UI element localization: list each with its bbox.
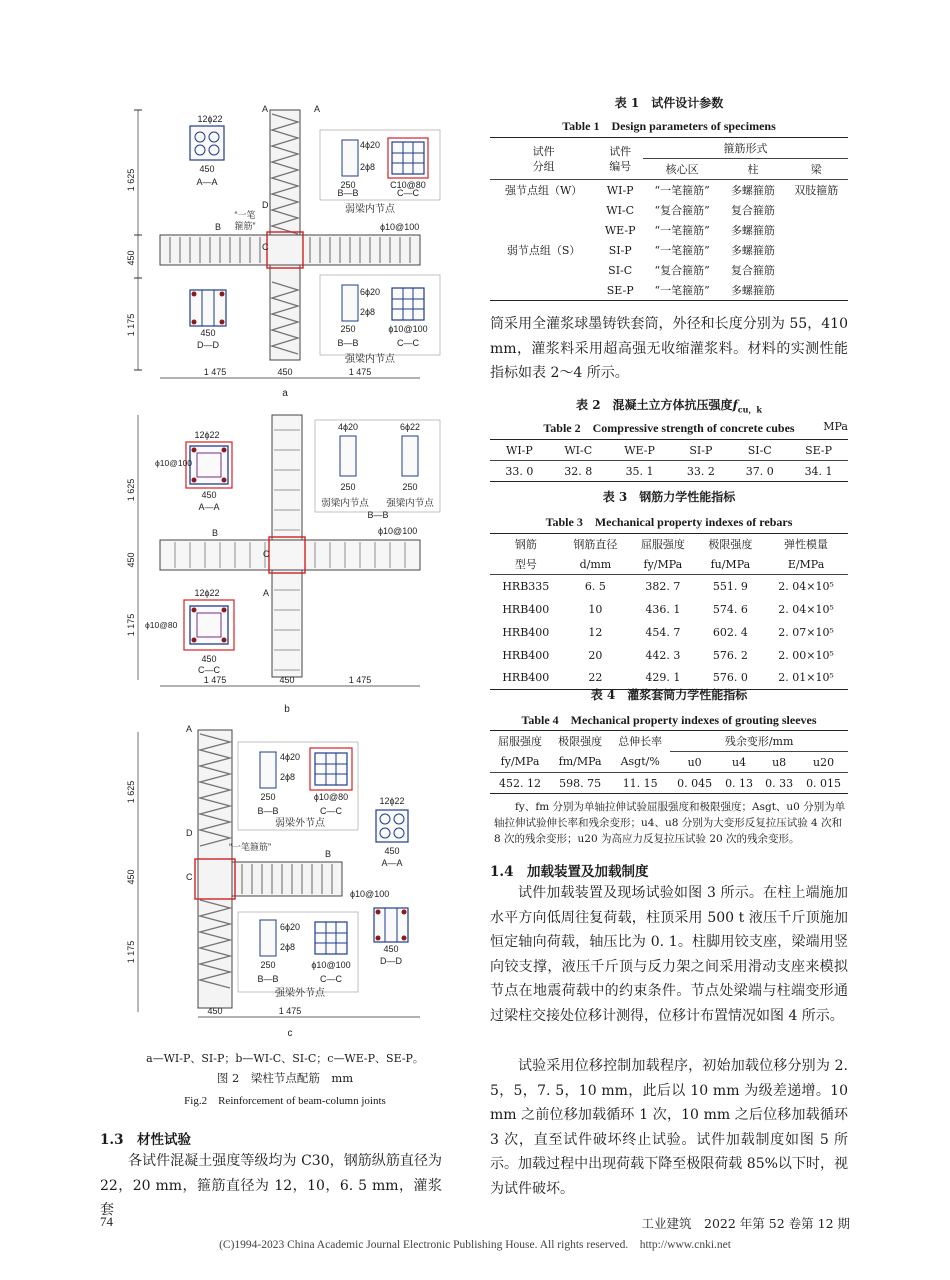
top-group	[337, 138, 428, 215]
dim-left-1: 1 625	[126, 168, 136, 192]
t2-v: 33. 0	[505, 464, 534, 478]
copyright-line: (C)1994-2023 China Academic Journal Electronic Publishing House. All rights reserved. http://www.cnki.net	[219, 1239, 731, 1251]
svg-text:6ϕ20: 6ϕ20	[280, 922, 301, 932]
t1-h-core: 核心区	[643, 159, 721, 180]
t3-cell: 382. 7	[645, 579, 681, 593]
svg-text:C10@80: C10@80	[390, 180, 426, 190]
t2-h: WI-C	[564, 443, 593, 457]
t3-h: 极限强度	[708, 538, 753, 551]
svg-text:强梁内节点: 强梁内节点	[386, 498, 434, 509]
svg-text:C—C: C—C	[397, 338, 419, 348]
letter-Cb: C	[263, 549, 270, 559]
letter-C: C	[262, 242, 269, 252]
svg-text:B—B: B—B	[367, 510, 389, 520]
table-2-sub: cu，k	[737, 404, 762, 415]
figure-c	[120, 722, 450, 1042]
dim-b2: 450	[277, 367, 293, 377]
t2-h: WE-P	[624, 443, 655, 457]
beam-stir-label: ϕ10@100	[380, 222, 420, 232]
table-2-sym: f	[732, 398, 738, 412]
svg-text:250: 250	[402, 482, 418, 492]
section-1-4-para-1: 试件加载装置及现场试验如图 3 所示。在柱上端施加水平方向低周往复荷载，柱顶采用 500 t 液压千斤顶施加恒定轴向荷载，轴压比为 0. 1。柱脚用铰支座，梁端用竖向铰支撑，液压千斤顶与反力架之间采用滑动支座来模拟节点在地震荷载中的约束条件。节点处梁端与柱端变形通过梁柱交接处位移计测得，位移计布置情况如图 4 所示。	[490, 885, 848, 1024]
t2-h: SI-P	[689, 443, 713, 457]
t3-cell: HRB400	[502, 602, 550, 616]
figure-caption-cn: 图 2 梁柱节点配筋 mm	[216, 1071, 354, 1085]
svg-text:D—D: D—D	[380, 956, 402, 966]
figure-legend: a—WI-P、SI-P；b—WI-C、SI-C；c—WE-P、SE-P。	[146, 1052, 424, 1065]
section-1-3-para-cont: 筒采用全灌浆球墨铸铁套筒，外径和长度分别为 55，410 mm，灌浆料采用超高强无收缩灌浆料。材料的实测性能指标如表 2～4 所示。	[490, 316, 848, 381]
svg-text:2ϕ8: 2ϕ8	[280, 772, 296, 782]
t2-h: SE-P	[805, 443, 832, 457]
t1-cell: 复合箍筋	[730, 204, 775, 217]
table-4-title-cn: 表 4 灌浆套筒力学性能指标	[590, 688, 748, 702]
t1-cell: 双肢箍筋	[794, 184, 839, 197]
t3-cell: HRB335	[502, 579, 550, 593]
t3-h: 钢筋直径	[573, 538, 618, 551]
t3-h: 弹性模量	[784, 538, 829, 551]
svg-text:C—C: C—C	[198, 665, 220, 675]
t1-cell: 多螺箍筋	[730, 244, 775, 257]
t1-cell: WE-P	[604, 223, 636, 237]
t2-v: 33. 2	[686, 464, 715, 478]
dim-b1: 1 475	[203, 367, 227, 377]
t3-cell: 6. 5	[584, 579, 606, 593]
fig-label-c: c	[287, 1028, 293, 1039]
section-aa-b	[155, 430, 232, 512]
t2-v: 35. 1	[625, 464, 654, 478]
svg-text:弱梁内节点: 弱梁内节点	[345, 204, 395, 215]
t3-cell: 22	[588, 671, 603, 685]
t4-h2: u0	[687, 755, 702, 769]
svg-text:C—C: C—C	[320, 974, 342, 984]
svg-text:B—B: B—B	[257, 974, 279, 984]
t1-h-form: 箍筋形式	[643, 138, 848, 159]
svg-text:450: 450	[384, 846, 400, 856]
figure-b	[120, 410, 450, 720]
section-cc-b	[145, 588, 234, 675]
svg-text:强梁外节点: 强梁外节点	[275, 988, 325, 999]
section-1-4-para-2: 试验采用位移控制加载程序，初始加载位移分别为 2. 5，5，7. 5，10 mm，此后以 10 mm 为级差递增。10 mm 之前位移加载循环 1 次，10 mm 之后位移加载循环 3 次，直至试件破坏终止试验。试件加载制度如图 5 所示。加载过程中出现荷载下降至极限荷载 85%以下时，视为试件破坏。	[490, 1058, 848, 1197]
core-label-2: 箍筋”	[234, 221, 256, 231]
svg-text:C—C: C—C	[320, 806, 342, 816]
t3-h: 屈服强度	[640, 538, 685, 551]
t3-cell: 574. 6	[712, 602, 748, 616]
dim-left-3: 1 175	[126, 313, 136, 337]
svg-text:450: 450	[199, 164, 215, 174]
t3-cell: 429. 1	[645, 671, 681, 685]
t4-cell: 0. 045	[677, 776, 713, 790]
t1-cell: 多螺箍筋	[730, 224, 775, 237]
svg-text:B—B: B—B	[337, 338, 359, 348]
figure-b-drawing	[120, 410, 450, 720]
t1-cell: WI-C	[606, 203, 635, 217]
t3-cell: 2. 04×10⁵	[778, 602, 834, 616]
fig-label-a: a	[282, 388, 288, 399]
svg-text:ϕ10@100: ϕ10@100	[155, 458, 193, 468]
t1-cell: 复合箍筋	[730, 264, 775, 277]
t2-v: 34. 1	[804, 464, 833, 478]
svg-text:2ϕ8: 2ϕ8	[360, 307, 376, 317]
dim-left-3c: 1 175	[126, 940, 136, 964]
svg-text:D—D: D—D	[197, 340, 219, 350]
t3-cell: 602. 4	[712, 625, 748, 639]
bottom-group	[337, 285, 427, 365]
fig-label-b: b	[284, 704, 290, 715]
table-1-grid	[490, 137, 848, 301]
t3-cell: HRB400	[502, 625, 550, 639]
dim-left-1b: 1 625	[126, 478, 136, 502]
table-2-title-cn: 表 2 混凝土立方体抗压强度	[576, 398, 733, 412]
figure-a	[120, 100, 450, 400]
svg-text:C—C: C—C	[397, 188, 419, 198]
letter-Bb: B	[212, 528, 219, 538]
t1-cell: SI-C	[608, 263, 633, 277]
svg-text:250: 250	[340, 482, 356, 492]
svg-text:12ϕ22: 12ϕ22	[194, 588, 220, 598]
section-aa-c	[376, 796, 408, 868]
table-2-grid	[490, 439, 848, 482]
table-4-note: fy、fm 分别为单轴拉伸试验屈服强度和极限强度；Asgt、u0 分别为单轴拉伸试验伸长率和残余变形；u4、u8 分别为大变形反复拉压试验 4 次和 8 次的残余变形；u20 为高应力反复拉压试验 20 次的残余变形。	[494, 801, 846, 845]
t1-h-col: 柱	[721, 159, 784, 180]
section-dd	[190, 290, 226, 350]
t4-h2: u8	[772, 755, 787, 769]
letter-Bc: B	[325, 849, 332, 859]
t3-h: 型号	[514, 558, 537, 571]
section-aa	[190, 114, 224, 187]
table-1-title-en: Table 1 Design parameters of specimens	[562, 119, 776, 133]
table-2-title-en: Table 2 Compressive strength of concrete cubes	[543, 421, 795, 436]
figure-caption-en: Fig.2 Reinforcement of beam-column joints	[184, 1095, 386, 1107]
t4-h2: u20	[813, 755, 835, 769]
t1-cell: “一笔箍筋”	[654, 224, 710, 237]
table-3-grid	[490, 533, 848, 690]
dim-left-1c: 1 625	[126, 780, 136, 804]
t3-cell: 442. 3	[645, 648, 681, 662]
t4-h: 极限强度	[558, 735, 603, 749]
svg-text:A—A: A—A	[381, 858, 403, 868]
svg-text:A—A: A—A	[198, 502, 220, 512]
table-2-unit: MPa	[823, 420, 848, 434]
table-3-title-en: Table 3 Mechanical property indexes of rebars	[545, 515, 793, 529]
section-dd-c	[374, 908, 408, 966]
table-4-title-en: Table 4 Mechanical property indexes of grouting sleeves	[521, 713, 817, 727]
t1-group: 强节点组（W）	[505, 184, 583, 197]
journal-info: 工业建筑 2022 年第 52 卷第 12 期	[641, 1216, 850, 1231]
svg-text:4ϕ20: 4ϕ20	[337, 422, 359, 432]
svg-text:2ϕ8: 2ϕ8	[280, 942, 296, 952]
svg-text:12ϕ22: 12ϕ22	[197, 114, 223, 124]
dim-b1b: 1 475	[203, 675, 227, 685]
t1-group: 弱节点组（S）	[506, 244, 581, 257]
t4-cell: 0. 33	[765, 776, 794, 790]
svg-text:450: 450	[200, 328, 216, 338]
letter-A2: A	[314, 104, 321, 114]
t3-cell: 576. 0	[712, 671, 748, 685]
svg-text:ϕ10@100: ϕ10@100	[311, 960, 351, 970]
letter-A: A	[262, 104, 269, 114]
svg-text:ϕ10@100: ϕ10@100	[388, 324, 428, 334]
svg-text:强梁内节点: 强梁内节点	[345, 354, 395, 365]
t3-cell: 2. 01×10⁵	[778, 671, 834, 685]
svg-text:6ϕ20: 6ϕ20	[360, 287, 381, 297]
table-3-title-cn: 表 3 钢筋力学性能指标	[602, 490, 736, 504]
t1-cell: 多螺箍筋	[730, 184, 775, 197]
svg-text:12ϕ22: 12ϕ22	[379, 796, 405, 806]
t2-v: 37. 0	[745, 464, 774, 478]
svg-text:A—A: A—A	[196, 177, 218, 187]
dim-b2b: 450	[279, 675, 295, 685]
core-label-c: “一笔箍筋”	[229, 842, 271, 852]
svg-text:6ϕ22: 6ϕ22	[399, 422, 421, 432]
t4-cell: 11. 15	[622, 776, 658, 790]
t3-cell: 454. 7	[645, 625, 681, 639]
dim-left-3b: 1 175	[126, 613, 136, 637]
t1-h-id: 试件 编号	[597, 138, 643, 180]
table-4	[490, 686, 848, 847]
letter-D: D	[262, 200, 269, 210]
letter-B: B	[215, 222, 222, 232]
dim-left-2c: 450	[126, 869, 136, 885]
t3-h: fy/MPa	[643, 557, 683, 571]
t3-cell: 10	[588, 602, 603, 616]
t4-h2: Asgt/%	[620, 755, 660, 769]
dim-b3b: 1 475	[348, 675, 372, 685]
table-2	[490, 396, 848, 482]
t3-h: d/mm	[579, 557, 612, 571]
t4-cell: 0. 015	[806, 776, 842, 790]
letter-Cc: C	[186, 872, 193, 882]
t3-cell: 2. 04×10⁵	[778, 579, 834, 593]
t2-v: 32. 8	[564, 464, 593, 478]
t1-h-group: 试件 分组	[490, 138, 597, 180]
t3-cell: 2. 07×10⁵	[778, 625, 834, 639]
t3-cell: 436. 1	[645, 602, 681, 616]
table-1	[490, 94, 848, 301]
svg-text:弱梁内节点: 弱梁内节点	[321, 498, 369, 509]
t1-cell: “一笔箍筋”	[654, 244, 710, 257]
t3-cell: 20	[588, 648, 603, 662]
svg-text:ϕ10@80: ϕ10@80	[145, 620, 178, 630]
svg-text:12ϕ22: 12ϕ22	[194, 430, 220, 440]
group-b	[321, 422, 434, 520]
svg-text:B—B: B—B	[257, 806, 279, 816]
beam-stir-b: ϕ10@100	[378, 526, 418, 536]
dim-b3: 1 475	[348, 367, 372, 377]
svg-text:4ϕ20: 4ϕ20	[280, 752, 301, 762]
section-title-1-3: 1.3 材性试验	[100, 1132, 191, 1148]
t3-cell: 576. 2	[712, 648, 748, 662]
svg-text:450: 450	[201, 490, 217, 500]
t4-h2: fm/MPa	[558, 755, 602, 769]
svg-text:4ϕ20: 4ϕ20	[360, 140, 381, 150]
t1-cell: “复合箍筋”	[654, 264, 710, 277]
t4-h2: fy/MPa	[500, 755, 540, 769]
svg-text:250: 250	[260, 960, 276, 970]
page-number: 74	[100, 1214, 113, 1229]
t3-cell: 2. 00×10⁵	[778, 648, 834, 662]
dim-left-2b: 450	[126, 552, 136, 568]
t1-cell: SE-P	[606, 283, 634, 297]
svg-text:B—B: B—B	[337, 188, 359, 198]
top-group-c	[257, 748, 352, 829]
beam-stir-c: ϕ10@100	[350, 889, 390, 899]
table-3	[490, 488, 848, 690]
svg-text:450: 450	[201, 654, 217, 664]
letter-Dc: D	[186, 828, 193, 838]
t1-cell: 多螺箍筋	[730, 284, 775, 297]
t3-cell: HRB400	[502, 648, 550, 662]
svg-text:450: 450	[383, 944, 399, 954]
t4-h: 残余变形/mm	[670, 731, 848, 752]
letter-Ab: A	[263, 588, 270, 598]
figure-a-drawing	[120, 100, 450, 400]
t4-cell: 0. 13	[725, 776, 754, 790]
t3-cell: HRB400	[502, 671, 550, 685]
section-1-3-para: 各试件混凝土强度等级均为 C30，钢筋纵筋直径为 22，20 mm，箍筋直径为 12，10，6. 5 mm，灌浆套	[100, 1153, 442, 1218]
t3-cell: 551. 9	[712, 579, 748, 593]
t4-h: 屈服强度	[498, 735, 543, 749]
t2-h: SI-C	[747, 443, 772, 457]
t3-cell: 12	[588, 625, 603, 639]
t1-cell: WI-P	[606, 183, 634, 197]
table-1-title-cn: 表 1 试件设计参数	[614, 96, 724, 110]
section-title-1-4: 1.4 加载装置及加载制度	[490, 864, 649, 880]
letter-Ac: A	[186, 724, 193, 734]
dim-left-2: 450	[126, 250, 136, 266]
svg-text:2ϕ8: 2ϕ8	[360, 162, 376, 172]
t1-h-beam: 梁	[785, 159, 848, 180]
svg-text:250: 250	[340, 180, 356, 190]
t4-cell: 452. 12	[499, 776, 542, 790]
core-label: “一笔	[234, 210, 256, 220]
t3-h: fu/MPa	[710, 557, 751, 571]
t1-cell: “复合箍筋”	[654, 204, 710, 217]
svg-text:弱梁外节点: 弱梁外节点	[275, 818, 325, 829]
t4-cell: 598. 75	[559, 776, 602, 790]
dim-b1c: 450	[207, 1006, 223, 1016]
t3-h: 钢筋	[514, 538, 537, 551]
figure-c-drawing	[120, 722, 450, 1042]
t2-h: WI-P	[506, 443, 533, 457]
t1-cell: “一笔箍筋”	[654, 184, 710, 197]
dim-b2c: 1 475	[278, 1006, 302, 1016]
t1-cell: SI-P	[608, 243, 632, 257]
bottom-group-c	[257, 920, 350, 999]
t4-h2: u4	[732, 755, 747, 769]
svg-text:ϕ10@80: ϕ10@80	[313, 792, 349, 802]
t4-h: 总伸长率	[618, 735, 663, 749]
t3-h: E/MPa	[787, 557, 825, 571]
table-4-grid	[490, 730, 848, 794]
t1-cell: “一笔箍筋”	[654, 284, 710, 297]
svg-text:250: 250	[340, 324, 356, 334]
svg-text:250: 250	[260, 792, 276, 802]
